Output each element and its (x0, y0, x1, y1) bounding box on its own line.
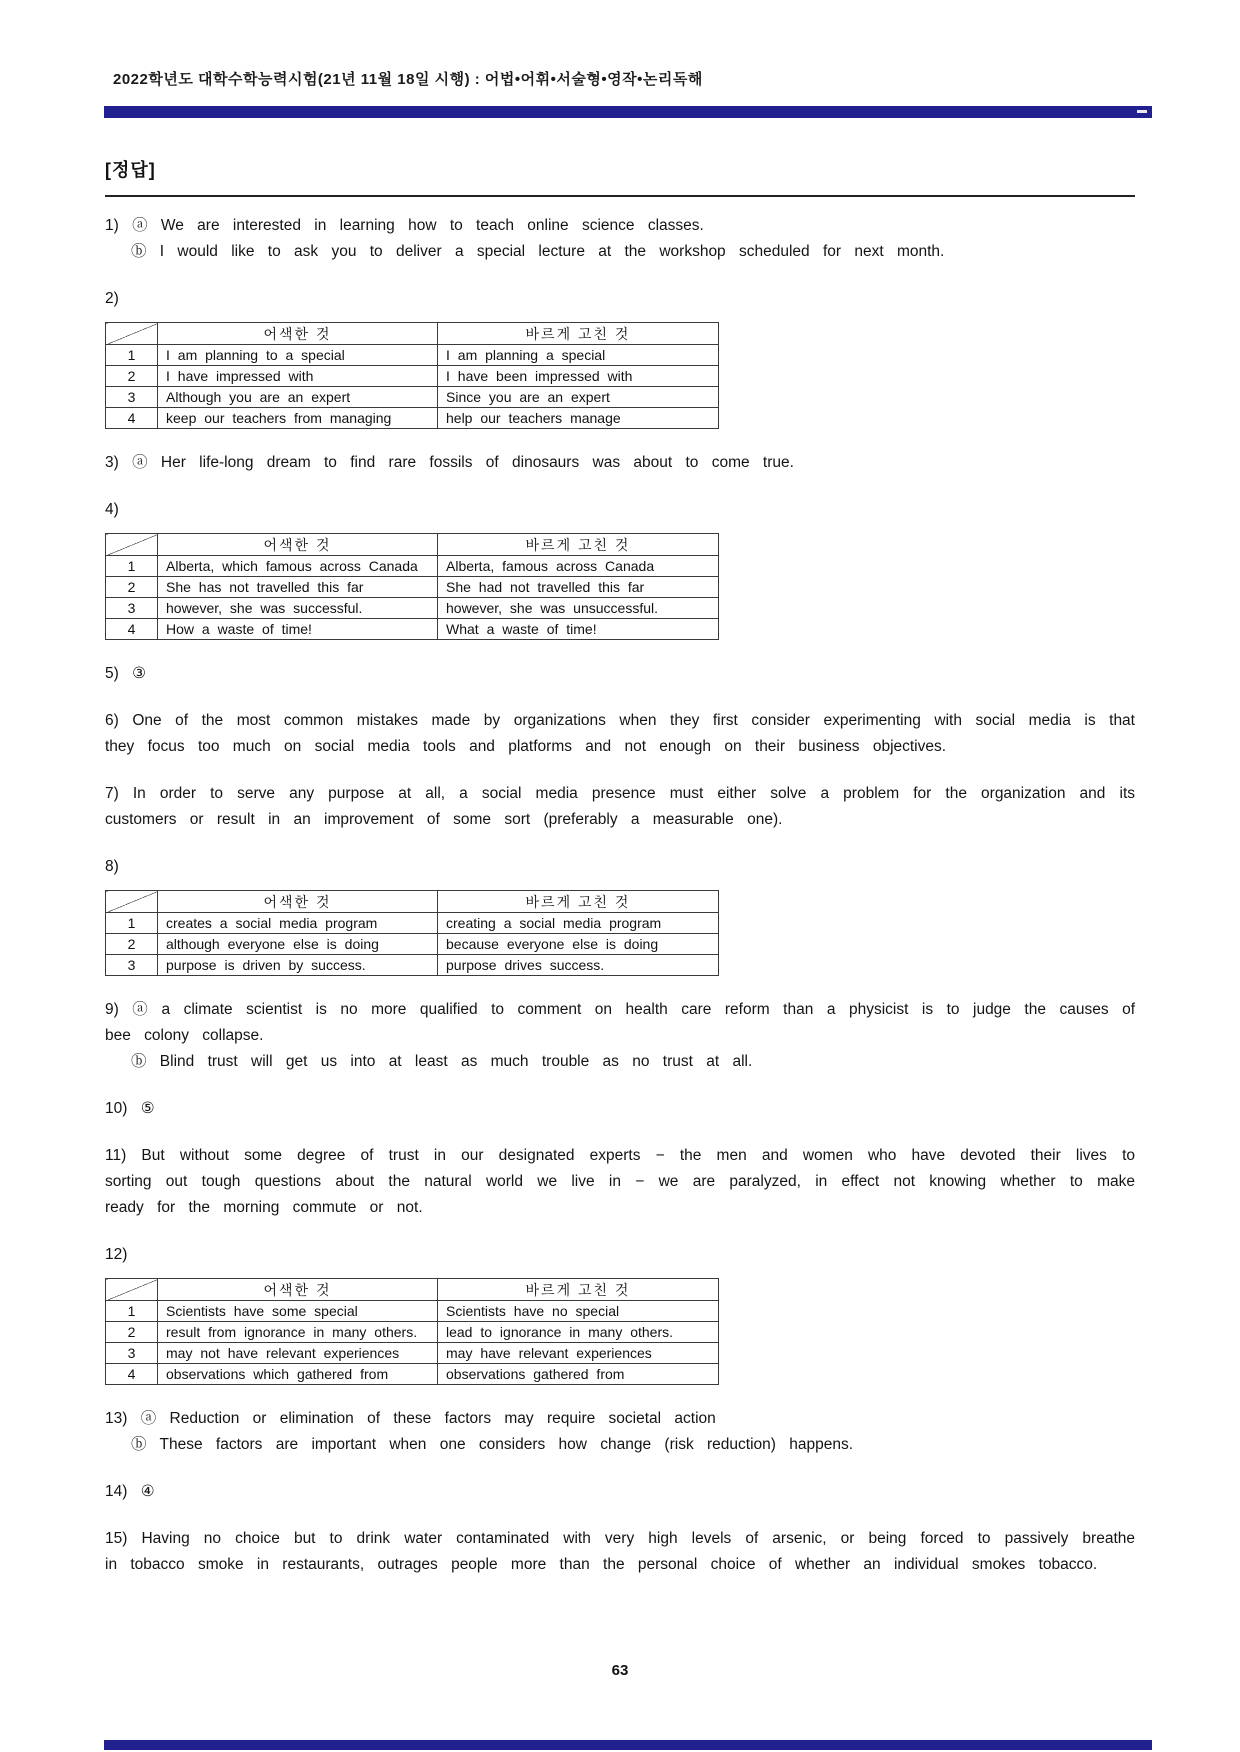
row-number-cell: 2 (106, 934, 158, 955)
row-number-cell: 3 (106, 1343, 158, 1364)
corrected-cell: Since you are an expert (438, 387, 719, 408)
answer-item (105, 854, 1135, 976)
diagonal-corner-cell (106, 323, 158, 345)
row-number-cell: 4 (106, 408, 158, 429)
answer-number-label: 4) (105, 501, 119, 518)
answer-paragraph: 9) ⓐ a climate scientist is no more qualified to comment on health care reform than a physicist is to judge the causes of bee colony collapse. (105, 1001, 1135, 1044)
table-row (106, 913, 719, 934)
answers-list (105, 213, 1135, 1578)
answer-item (105, 708, 1135, 760)
corrected-cell: may have relevant experiences (438, 1343, 719, 1364)
awkward-cell: purpose is driven by success. (158, 955, 438, 976)
table-header-corrected: 바르게 고친 것 (438, 891, 719, 913)
awkward-cell: She has not travelled this far (158, 577, 438, 598)
answer-number-label: 12) (105, 1246, 128, 1263)
table-header-corrected: 바르게 고친 것 (438, 323, 719, 345)
awkward-cell: Although you are an expert (158, 387, 438, 408)
answer-subparagraph: ⓑ I would like to ask you to deliver a special lecture at the workshop scheduled for next month. (131, 243, 945, 260)
correction-table (105, 890, 719, 976)
answer-subparagraph: ⓑ Blind trust will get us into at least as much trouble as no trust at all. (131, 1053, 753, 1070)
table-row (106, 556, 719, 577)
table-row (106, 619, 719, 640)
table-header-corrected: 바르게 고친 것 (438, 1279, 719, 1301)
row-number-cell: 1 (106, 556, 158, 577)
awkward-cell: How a waste of time! (158, 619, 438, 640)
awkward-cell: Alberta, which famous across Canada (158, 556, 438, 577)
answer-paragraph: 6) One of the most common mistakes made by organizations when they first consider experimenting with social media is that they focus too much on social media tools and platforms and not enough on their business objectives. (105, 712, 1135, 755)
correction-table (105, 533, 719, 640)
row-number-cell: 2 (106, 577, 158, 598)
row-number-cell: 3 (106, 598, 158, 619)
awkward-cell: observations which gathered from (158, 1364, 438, 1385)
answer-paragraph: 11) But without some degree of trust in our designated experts − the men and women who have devoted their lives to sorting out tough questions about the natural world we live in − we are paralyzed, in effect not knowing whether to make ready for the morning commute or not. (105, 1147, 1135, 1216)
corrected-cell: lead to ignorance in many others. (438, 1322, 719, 1343)
answer-paragraph: 14) ④ (105, 1483, 155, 1500)
corrected-cell: What a waste of time! (438, 619, 719, 640)
answer-paragraph: 15) Having no choice but to drink water contaminated with very high levels of arsenic, or being forced to passively breathe in tobacco smoke in restaurants, outrages people more than the personal choice of whether an individual smokes tobacco. (105, 1530, 1135, 1573)
table-row (106, 934, 719, 955)
table-row (106, 1301, 719, 1322)
footer-divider-bar (104, 1740, 1152, 1750)
answer-item (105, 1096, 1135, 1122)
row-number-cell: 2 (106, 1322, 158, 1343)
answer-item (105, 286, 1135, 429)
answer-paragraph: 1) ⓐ We are interested in learning how to teach online science classes. (105, 217, 704, 234)
correction-table (105, 1278, 719, 1385)
corrected-cell: observations gathered from (438, 1364, 719, 1385)
row-number-cell: 3 (106, 955, 158, 976)
answer-number-label: 2) (105, 290, 119, 307)
answer-item (105, 1526, 1135, 1578)
row-number-cell: 4 (106, 619, 158, 640)
row-number-cell: 4 (106, 1364, 158, 1385)
table-header-awkward: 어색한 것 (158, 891, 438, 913)
awkward-cell: keep our teachers from managing (158, 408, 438, 429)
corrected-cell: help our teachers manage (438, 408, 719, 429)
table-header-row (106, 891, 719, 913)
answer-item (105, 781, 1135, 833)
answers-section (105, 156, 1135, 1578)
answer-paragraph: 7) In order to serve any purpose at all, a social media presence must either solve a problem for the organization and its customers or result in an improvement of some sort (preferably a measurable one). (105, 785, 1135, 828)
corrected-cell: creating a social media program (438, 913, 719, 934)
corrected-cell: because everyone else is doing (438, 934, 719, 955)
answer-item (105, 1479, 1135, 1505)
row-number-cell: 1 (106, 1301, 158, 1322)
document-header-title: 2022학년도 대학수학능력시험(21년 11월 18일 시행) : 어법•어휘•서술형•영작•논리독해 (113, 71, 703, 88)
corrected-cell: however, she was unsuccessful. (438, 598, 719, 619)
table-row (106, 345, 719, 366)
diagonal-corner-cell (106, 891, 158, 913)
header-divider-bar (104, 106, 1152, 118)
awkward-cell: however, she was successful. (158, 598, 438, 619)
table-header-awkward: 어색한 것 (158, 534, 438, 556)
corrected-cell: purpose drives success. (438, 955, 719, 976)
corrected-cell: I have been impressed with (438, 366, 719, 387)
row-number-cell: 3 (106, 387, 158, 408)
answer-item (105, 1406, 1135, 1458)
awkward-cell: I have impressed with (158, 366, 438, 387)
table-row (106, 408, 719, 429)
table-row (106, 366, 719, 387)
corrected-cell: I am planning a special (438, 345, 719, 366)
awkward-cell: creates a social media program (158, 913, 438, 934)
answer-paragraph: 3) ⓐ Her life-long dream to find rare fossils of dinosaurs was about to come true. (105, 454, 794, 471)
awkward-cell: may not have relevant experiences (158, 1343, 438, 1364)
awkward-cell: although everyone else is doing (158, 934, 438, 955)
table-header-awkward: 어색한 것 (158, 1279, 438, 1301)
awkward-cell: result from ignorance in many others. (158, 1322, 438, 1343)
header-bar-dash (1137, 110, 1147, 113)
diagonal-corner-cell (106, 1279, 158, 1301)
table-row (106, 577, 719, 598)
corrected-cell: She had not travelled this far (438, 577, 719, 598)
answer-item (105, 450, 1135, 476)
diagonal-corner-cell (106, 534, 158, 556)
answer-subparagraph: ⓑ These factors are important when one considers how change (risk reduction) happens. (131, 1436, 854, 1453)
awkward-cell: I am planning to a special (158, 345, 438, 366)
table-row (106, 955, 719, 976)
corrected-cell: Scientists have no special (438, 1301, 719, 1322)
table-row (106, 1322, 719, 1343)
section-title: [정답] (105, 160, 156, 180)
answer-paragraph: 13) ⓐ Reduction or elimination of these factors may require societal action (105, 1410, 716, 1427)
row-number-cell: 2 (106, 366, 158, 387)
answer-paragraph: 10) ⑤ (105, 1100, 155, 1117)
answer-item (105, 497, 1135, 640)
table-header-corrected: 바르게 고친 것 (438, 534, 719, 556)
table-header-row (106, 534, 719, 556)
table-row (106, 1343, 719, 1364)
answer-item (105, 997, 1135, 1075)
corrected-cell: Alberta, famous across Canada (438, 556, 719, 577)
answer-paragraph: 5) ③ (105, 665, 146, 682)
table-header-row (106, 1279, 719, 1301)
correction-table (105, 322, 719, 429)
answer-item (105, 213, 1135, 265)
row-number-cell: 1 (106, 345, 158, 366)
table-row (106, 387, 719, 408)
answer-item (105, 1242, 1135, 1385)
awkward-cell: Scientists have some special (158, 1301, 438, 1322)
table-row (106, 598, 719, 619)
table-header-row (106, 323, 719, 345)
section-divider-rule (105, 195, 1135, 197)
row-number-cell: 1 (106, 913, 158, 934)
table-row (106, 1364, 719, 1385)
page-number: 63 (611, 1662, 629, 1679)
answer-item (105, 661, 1135, 687)
answer-number-label: 8) (105, 858, 119, 875)
answer-item (105, 1143, 1135, 1221)
table-header-awkward: 어색한 것 (158, 323, 438, 345)
